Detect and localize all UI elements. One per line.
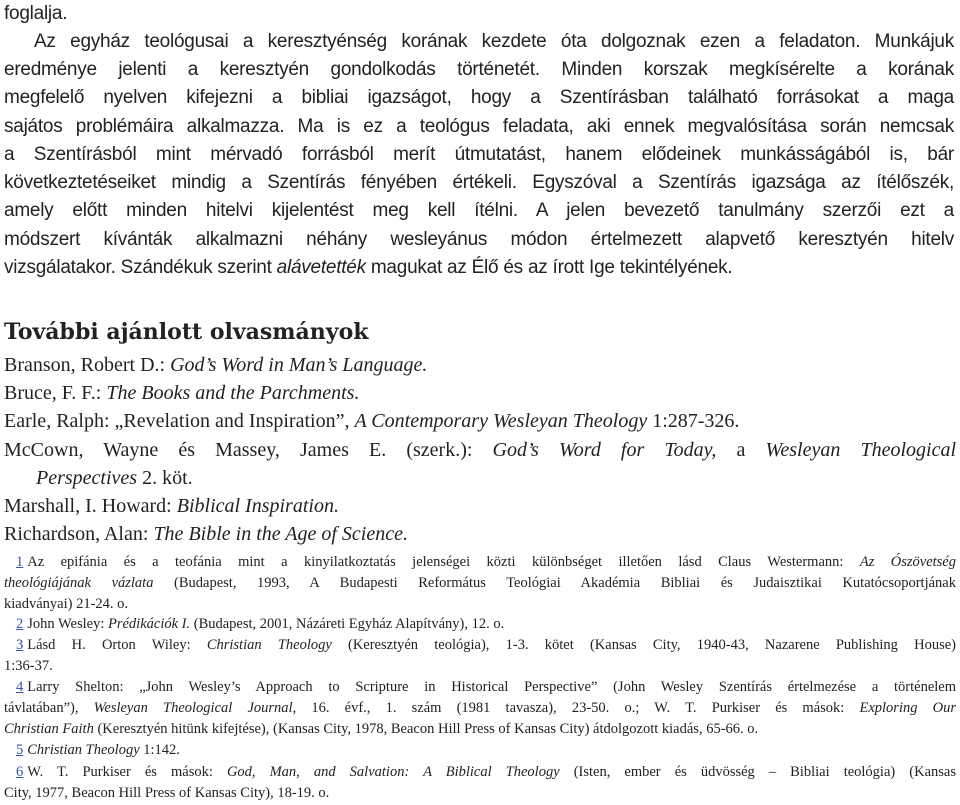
footnote-link[interactable]: 6	[16, 764, 24, 780]
footnote-title: Christian Theology	[27, 742, 140, 758]
footnote-text: (Keresztyén teológia), 1-3. kötet (Kansas City, 1940-43, Nazarene Publishing House)	[331, 637, 956, 653]
footnote-text: (Budapest, 2001, Názáreti Egyház Alapítvány), 12. o.	[190, 616, 505, 632]
reference-series: Perspectives	[36, 467, 138, 489]
footnote-link[interactable]: 3	[16, 637, 24, 653]
reference-title: The Bible in the Age of Science.	[153, 523, 408, 545]
footnote-1-line-3: kiadványai) 21-24. o.	[4, 596, 129, 612]
reference-series: Wesleyan Theological	[765, 439, 956, 461]
body-line-7: amely előtt minden hitelvi kijelentést meg kell ítélni. A jelen bevezető tanulmány szerzői ezt a	[4, 200, 954, 221]
reference-item	[4, 353, 956, 377]
reference-title: God’s Word for Today,	[492, 439, 717, 461]
footnote-title: Az Ószövetség	[859, 554, 956, 570]
footnote-3-line-2: 1:36-37.	[4, 658, 53, 674]
reference-title: The Books and the Parchments.	[106, 382, 360, 404]
footnote-text: (Keresztyén hitünk kifejtése), (Kansas City, 1978, Beacon Hill Press of Kansas City) átdolgozott kiadás, 65-66. o.	[93, 721, 759, 737]
footnote-link[interactable]: 2	[16, 616, 24, 632]
footnote-text: (Isten, ember és üdvösség – Bibliai teológia) (Kansas	[559, 764, 956, 780]
reference-author: Bruce, F. F.:	[4, 382, 107, 404]
footnote-title: Christian Faith	[4, 721, 94, 737]
body-line-1: Az egyház teológusai a keresztyénség korának kezdete óta dolgoznak ezen a feladaton. Munkájuk	[34, 31, 954, 52]
footnote-link[interactable]: 4	[16, 679, 24, 695]
reference-author: Richardson, Alan:	[4, 523, 154, 545]
footnote-text: Larry Shelton: „John Wesley’s Approach to Scripture in Historical Perspective” (John Wesley Szentírás értelmezése a történelem	[27, 679, 956, 695]
footnote-title: theológiájának vázlata	[4, 575, 154, 591]
footnote-text: Lásd H. Orton Wiley:	[27, 637, 207, 653]
reference-item	[4, 522, 956, 546]
reference-title: A Contemporary Wesleyan Theology	[354, 410, 648, 432]
reference-item	[4, 494, 956, 518]
footnote-2	[16, 614, 956, 634]
footnote-4-line-2	[4, 698, 956, 718]
reference-title: Biblical Inspiration.	[176, 495, 339, 517]
reference-title: God’s Word in Man’s Language.	[170, 354, 428, 376]
reference-continuation	[36, 466, 960, 490]
reference-item	[4, 438, 956, 462]
footnote-text: (Budapest, 1993, A Budapesti Református Teológiai Akadémia Bibliai és Judaisztikai Kutatócsoportjának	[153, 575, 956, 591]
footnote-title: Exploring Our	[859, 700, 957, 716]
footnote-1-line-2	[4, 573, 956, 593]
body-text: magukat az Élő és az írott Ige tekintélyének.	[365, 257, 733, 278]
footnote-text: 1:142.	[139, 742, 180, 758]
footnote-text: W. T. Purkiser és mások:	[27, 764, 227, 780]
footnote-text: távlatában”),	[4, 700, 94, 716]
body-line-5: a Szentírásból mint mérvadó forrásból merít útmutatást, hanem elődeinek munkásságából is, bár	[4, 144, 954, 165]
body-line-2: eredménye jelenti a keresztyén gondolkodás történetét. Minden korszak megkísérelte a korának	[4, 59, 954, 80]
footnote-link[interactable]: 1	[16, 554, 24, 570]
footnote-4	[16, 677, 956, 697]
footnote-3	[16, 635, 956, 655]
body-line-4: sajátos problémáira alkalmazza. Ma is ez a teológus feladata, aki ennek megvalósítása során nemcsak	[4, 116, 954, 137]
footnote-text: 16. évf., 1. szám (1981 tavasza), 23-50. o.; W. T. Purkiser és mások:	[296, 700, 860, 716]
reference-author: Marshall, I. Howard:	[4, 495, 177, 517]
body-line-9	[4, 256, 954, 280]
body-line-8: módszert kívánták alkalmazni néhány wesleyánus módon értelmezett alapvető keresztyén hitelv	[4, 229, 954, 250]
section-heading: További ajánlott olvasmányok	[4, 319, 369, 345]
reference-author: Branson, Robert D.:	[4, 354, 171, 376]
reference-pages: 1:287-326.	[647, 410, 740, 432]
body-line-6: következtetéseiket mindig a Szentírás fényében értékeli. Egyszóval a Szentírás igazsága az ítélőszék,	[4, 172, 954, 193]
footnote-link[interactable]: 5	[16, 742, 24, 758]
body-line-3: megfelelő nyelven kifejezni a bibliai igazságot, hogy a Szentírásban található forrásokat a maga	[4, 87, 954, 108]
reference-item	[4, 381, 956, 405]
footnote-title: God, Man, and Salvation: A Biblical Theology	[226, 764, 560, 780]
body-text: vizsgálatakor. Szándékuk szerint	[4, 257, 277, 278]
body-line-0: foglalja.	[4, 3, 68, 24]
reference-item	[4, 409, 956, 433]
emphasis-text: alávetették	[276, 257, 366, 278]
footnote-title: Christian Theology	[206, 637, 332, 653]
footnote-text: John Wesley:	[27, 616, 108, 632]
footnote-title: Prédikációk I.	[107, 616, 191, 632]
reference-author: McCown, Wayne és Massey, James E. (szerk.):	[4, 439, 493, 461]
footnote-6-line-2: City, 1977, Beacon Hill Press of Kansas City), 18-19. o.	[4, 785, 330, 801]
footnote-5	[16, 740, 956, 760]
reference-volume: 2. köt.	[137, 467, 193, 489]
footnote-1	[16, 552, 956, 572]
footnote-title: Wesleyan Theological Journal,	[93, 700, 297, 716]
footnote-6	[16, 762, 956, 782]
footnote-4-line-3	[4, 719, 956, 739]
footnote-text: Az epifánia és a teofánia mint a kinyilatkoztatás jelenségei közti különbséget illetően lásd Claus Westermann:	[27, 554, 860, 570]
reference-connector: a	[716, 439, 766, 461]
reference-author: Earle, Ralph: „Revelation and Inspiration”,	[4, 410, 355, 432]
